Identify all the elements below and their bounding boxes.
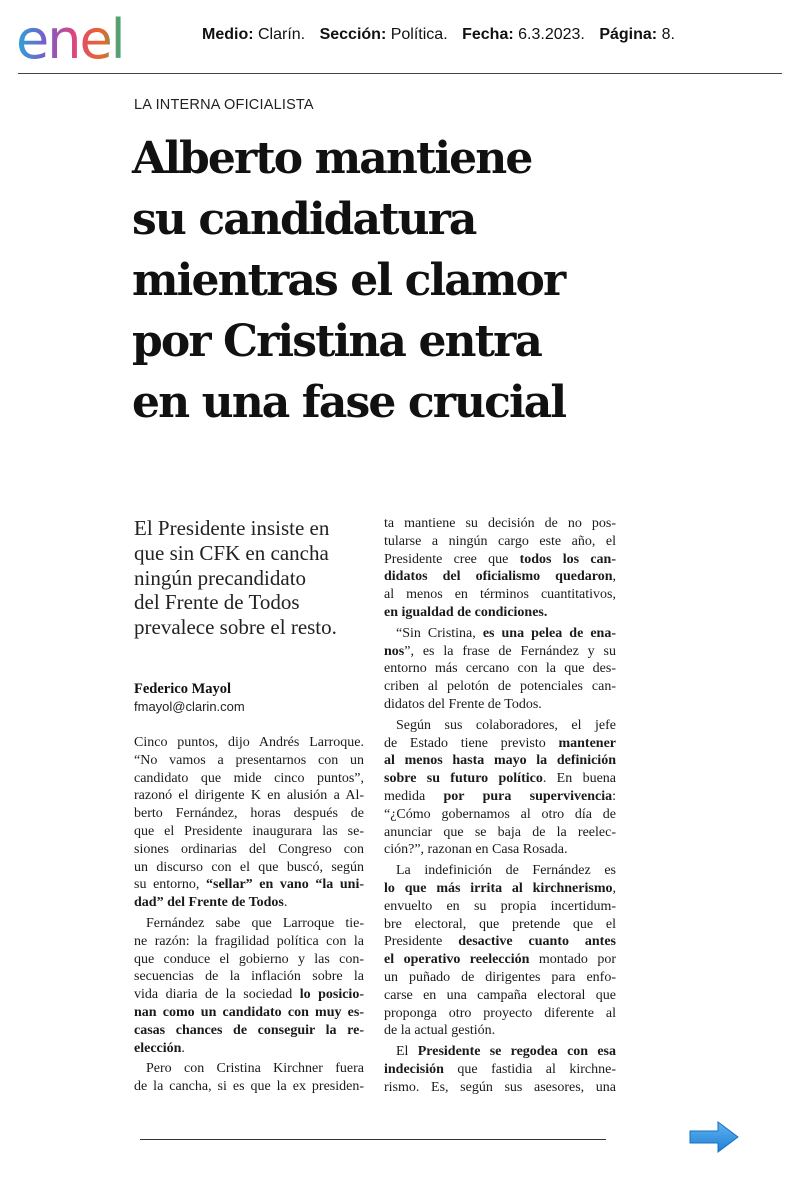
body-text-line — [134, 1040, 364, 1058]
body-text-line — [384, 1005, 616, 1023]
author-email: fmayol@clarin.com — [134, 699, 245, 714]
headline-line: en una fase crucial — [132, 377, 566, 428]
body-text-line — [134, 915, 364, 933]
headline-line: su candidatura — [132, 194, 476, 245]
text-run: ne razón: la fragilidad política con la — [134, 933, 364, 949]
body-text-line — [384, 551, 616, 569]
text-run: Pero con Cristina Kirchner fuera — [146, 1061, 364, 1077]
body-text-line — [384, 1043, 616, 1061]
text-run: Según sus colaboradores, el jefe — [396, 717, 616, 733]
body-text-line — [134, 951, 364, 969]
body-text-line — [384, 625, 616, 643]
body-text-line — [384, 951, 616, 969]
text-run: , — [612, 880, 616, 896]
body-text-line — [384, 678, 616, 696]
text-run: tularse a ningún cargo este año, el — [384, 533, 616, 549]
body-text-line — [384, 806, 616, 824]
text-run: : — [612, 788, 616, 804]
text-run: candidato que mide cinco puntos”, — [134, 770, 364, 786]
footer-divider — [140, 1139, 606, 1140]
body-text-line — [384, 735, 616, 753]
bold-text-run: elección — [134, 1040, 182, 1056]
seccion-value: Política. — [390, 26, 448, 43]
body-text-line — [384, 568, 616, 586]
medio-value: Clarín. — [258, 26, 306, 43]
text-run: medida — [384, 788, 444, 804]
body-text-line — [384, 533, 616, 551]
clipping-metadata — [202, 26, 675, 44]
author-name: Federico Mayol — [134, 681, 232, 697]
deck-line: prevalece sobre el resto. — [134, 615, 337, 640]
headline-line: por Cristina entra — [132, 316, 541, 367]
text-run: entorno más cercano con la que des- — [384, 661, 616, 677]
text-run: razonó el dirigente K en alusión a Al- — [134, 788, 364, 804]
body-text-line — [384, 933, 616, 951]
bold-text-run: el operativo reelección — [384, 952, 530, 968]
text-run: bre electoral, que pretende que el — [384, 916, 616, 932]
pagina-label: Página: — [599, 26, 658, 43]
body-column-left — [134, 734, 364, 1096]
text-run: . — [283, 895, 288, 911]
text-run: ”, es la frase de Fernández y su — [404, 643, 616, 659]
bold-text-run: al menos hasta mayo la definición — [384, 753, 616, 769]
arrow-right-icon[interactable] — [688, 1120, 740, 1154]
article-kicker: LA INTERNA OFICIALISTA — [134, 97, 314, 113]
bold-text-run: casas chances de conseguir la re- — [134, 1022, 364, 1038]
bold-text-run: es una pelea de ena- — [482, 625, 616, 641]
text-run: que fastidia al kirchne- — [443, 1061, 616, 1077]
text-run: que el Presidente inaugurara las se- — [134, 823, 364, 839]
bold-text-run: desactive cuanto antes — [458, 934, 616, 950]
body-text-line — [134, 823, 364, 841]
headline-line: Alberto mantiene — [132, 133, 532, 184]
text-run: un puñado de dirigentes para enfo- — [384, 969, 616, 985]
text-run: didatos del Frente de Todos. — [384, 696, 542, 712]
enel-logo-wordmark: enel — [16, 14, 124, 70]
body-text-line — [384, 770, 616, 788]
deck-line: El Presidente insiste en — [134, 516, 330, 540]
text-run: Fernández sabe que Larroque tie- — [146, 915, 364, 931]
bold-text-run: lo que más irrita al kirchnerismo — [384, 880, 613, 896]
deck-line: del Frente de Todos — [134, 590, 300, 615]
body-text-line — [384, 1079, 616, 1097]
body-text-line — [134, 1060, 364, 1078]
headline-line: mientras el clamor — [132, 255, 565, 306]
medio-label: Medio: — [202, 26, 254, 43]
article-deck — [134, 516, 374, 640]
text-run: montado por — [529, 952, 616, 968]
body-text-line — [134, 770, 364, 788]
body-text-line — [134, 752, 364, 770]
text-run: rismo. Es, según sus asesores, una — [384, 1079, 616, 1095]
article-headline — [132, 128, 632, 433]
body-text-line — [384, 898, 616, 916]
body-text-line — [384, 515, 616, 533]
body-text-line — [134, 805, 364, 823]
text-run: “¿Cómo gobernamos al otro día de — [384, 806, 616, 822]
header-divider — [18, 73, 782, 74]
body-text-line — [134, 1022, 364, 1040]
body-text-line — [134, 876, 364, 894]
bold-text-run: en igualdad de condiciones. — [384, 604, 548, 620]
text-run: de Estado tiene previsto — [384, 735, 559, 751]
text-run: , — [612, 569, 616, 585]
body-text-line — [134, 841, 364, 859]
body-text-line — [384, 660, 616, 678]
body-text-line — [384, 717, 616, 735]
text-run: su entorno, — [134, 877, 206, 893]
body-text-line — [384, 752, 616, 770]
body-text-line — [134, 986, 364, 1004]
body-text-line — [384, 862, 616, 880]
text-run: secuencias de la inflación sobre la — [134, 969, 364, 985]
text-run: carse en una campaña electoral que — [384, 987, 616, 1003]
text-run: criben al pelotón de potenciales can- — [384, 679, 616, 695]
fecha-value: 6.3.2023. — [518, 26, 585, 43]
bold-text-run: sobre su futuro político — [384, 771, 543, 787]
body-text-line — [384, 604, 616, 622]
body-text-line — [384, 987, 616, 1005]
body-text-line — [384, 1061, 616, 1079]
enel-logo — [16, 14, 168, 70]
body-text-line — [384, 696, 616, 714]
bold-text-run: dad” del Frente de Todos — [134, 895, 284, 911]
text-run: Cinco puntos, dijo Andrés Larroque. — [134, 735, 364, 750]
text-run: un discurso con el que buscó, según — [134, 859, 364, 875]
text-run: Presidente cree que — [384, 551, 520, 567]
body-text-line — [134, 968, 364, 986]
text-run: siones ordinarias del Congreso con — [134, 841, 364, 857]
text-run: berto Fernández, horas después de — [134, 806, 364, 822]
body-text-line — [134, 859, 364, 877]
text-run: La indefinición de Fernández es — [396, 863, 616, 879]
body-text-line — [134, 787, 364, 805]
text-run: de la actual gestión. — [384, 1023, 496, 1039]
body-text-line — [134, 1078, 364, 1096]
body-text-line — [384, 969, 616, 987]
pagina-value: 8. — [661, 26, 675, 43]
body-text-line — [134, 894, 364, 912]
body-text-line — [134, 1004, 364, 1022]
bold-text-run: por pura supervivencia — [443, 788, 613, 804]
text-run: vida diaria de la sociedad — [134, 987, 300, 1003]
body-text-line — [384, 643, 616, 661]
deck-line: que sin CFK en cancha — [134, 540, 329, 565]
deck-line: ningún precandidato — [134, 565, 307, 590]
body-text-line — [384, 916, 616, 934]
text-run: Presidente — [384, 934, 459, 950]
body-text-line — [384, 586, 616, 604]
body-text-line — [134, 933, 364, 951]
text-run: de la cancha, si es que la ex presiden- — [134, 1079, 364, 1095]
bold-text-run: “sellar” en vano “la uni- — [206, 877, 364, 893]
text-run: ción?”, razonan en Casa Rosada. — [384, 842, 568, 858]
text-run: envuelto en su propia incertidum- — [384, 898, 616, 914]
body-text-line — [384, 841, 616, 859]
bold-text-run: Presidente se regodea con esa — [417, 1044, 616, 1060]
bold-text-run: todos los can- — [519, 551, 616, 567]
bold-text-run: nos — [384, 643, 405, 659]
text-run: “No vamos a presentarnos con un — [134, 752, 364, 768]
bold-text-run: didatos del oficialismo quedaron — [384, 569, 613, 585]
body-text-line — [134, 734, 364, 752]
text-run: “Sin Cristina, — [396, 625, 483, 641]
bold-text-run: mantener — [558, 735, 616, 751]
body-text-line — [384, 880, 616, 898]
body-column-right — [384, 515, 616, 1097]
bold-text-run: nan como un candidato con muy es- — [134, 1004, 364, 1020]
body-text-line — [384, 824, 616, 842]
text-run: El — [396, 1044, 418, 1060]
text-run: . — [181, 1040, 185, 1056]
text-run: . En buena — [542, 771, 616, 787]
body-text-line — [384, 1022, 616, 1040]
text-run: al menos en términos cuantitativos, — [384, 587, 616, 603]
bold-text-run: indecisión — [384, 1061, 444, 1077]
text-run: proponga otro proyecto diferente al — [384, 1005, 616, 1021]
fecha-label: Fecha: — [462, 26, 514, 43]
body-text-line — [384, 788, 616, 806]
seccion-label: Sección: — [319, 26, 387, 43]
text-run: ta mantiene su decisión de no pos- — [384, 516, 616, 531]
bold-text-run: lo posicio- — [299, 987, 364, 1003]
text-run: que conduce el gobierno y las con- — [134, 951, 364, 967]
text-run: anunciar que se baja de la reelec- — [384, 824, 616, 840]
